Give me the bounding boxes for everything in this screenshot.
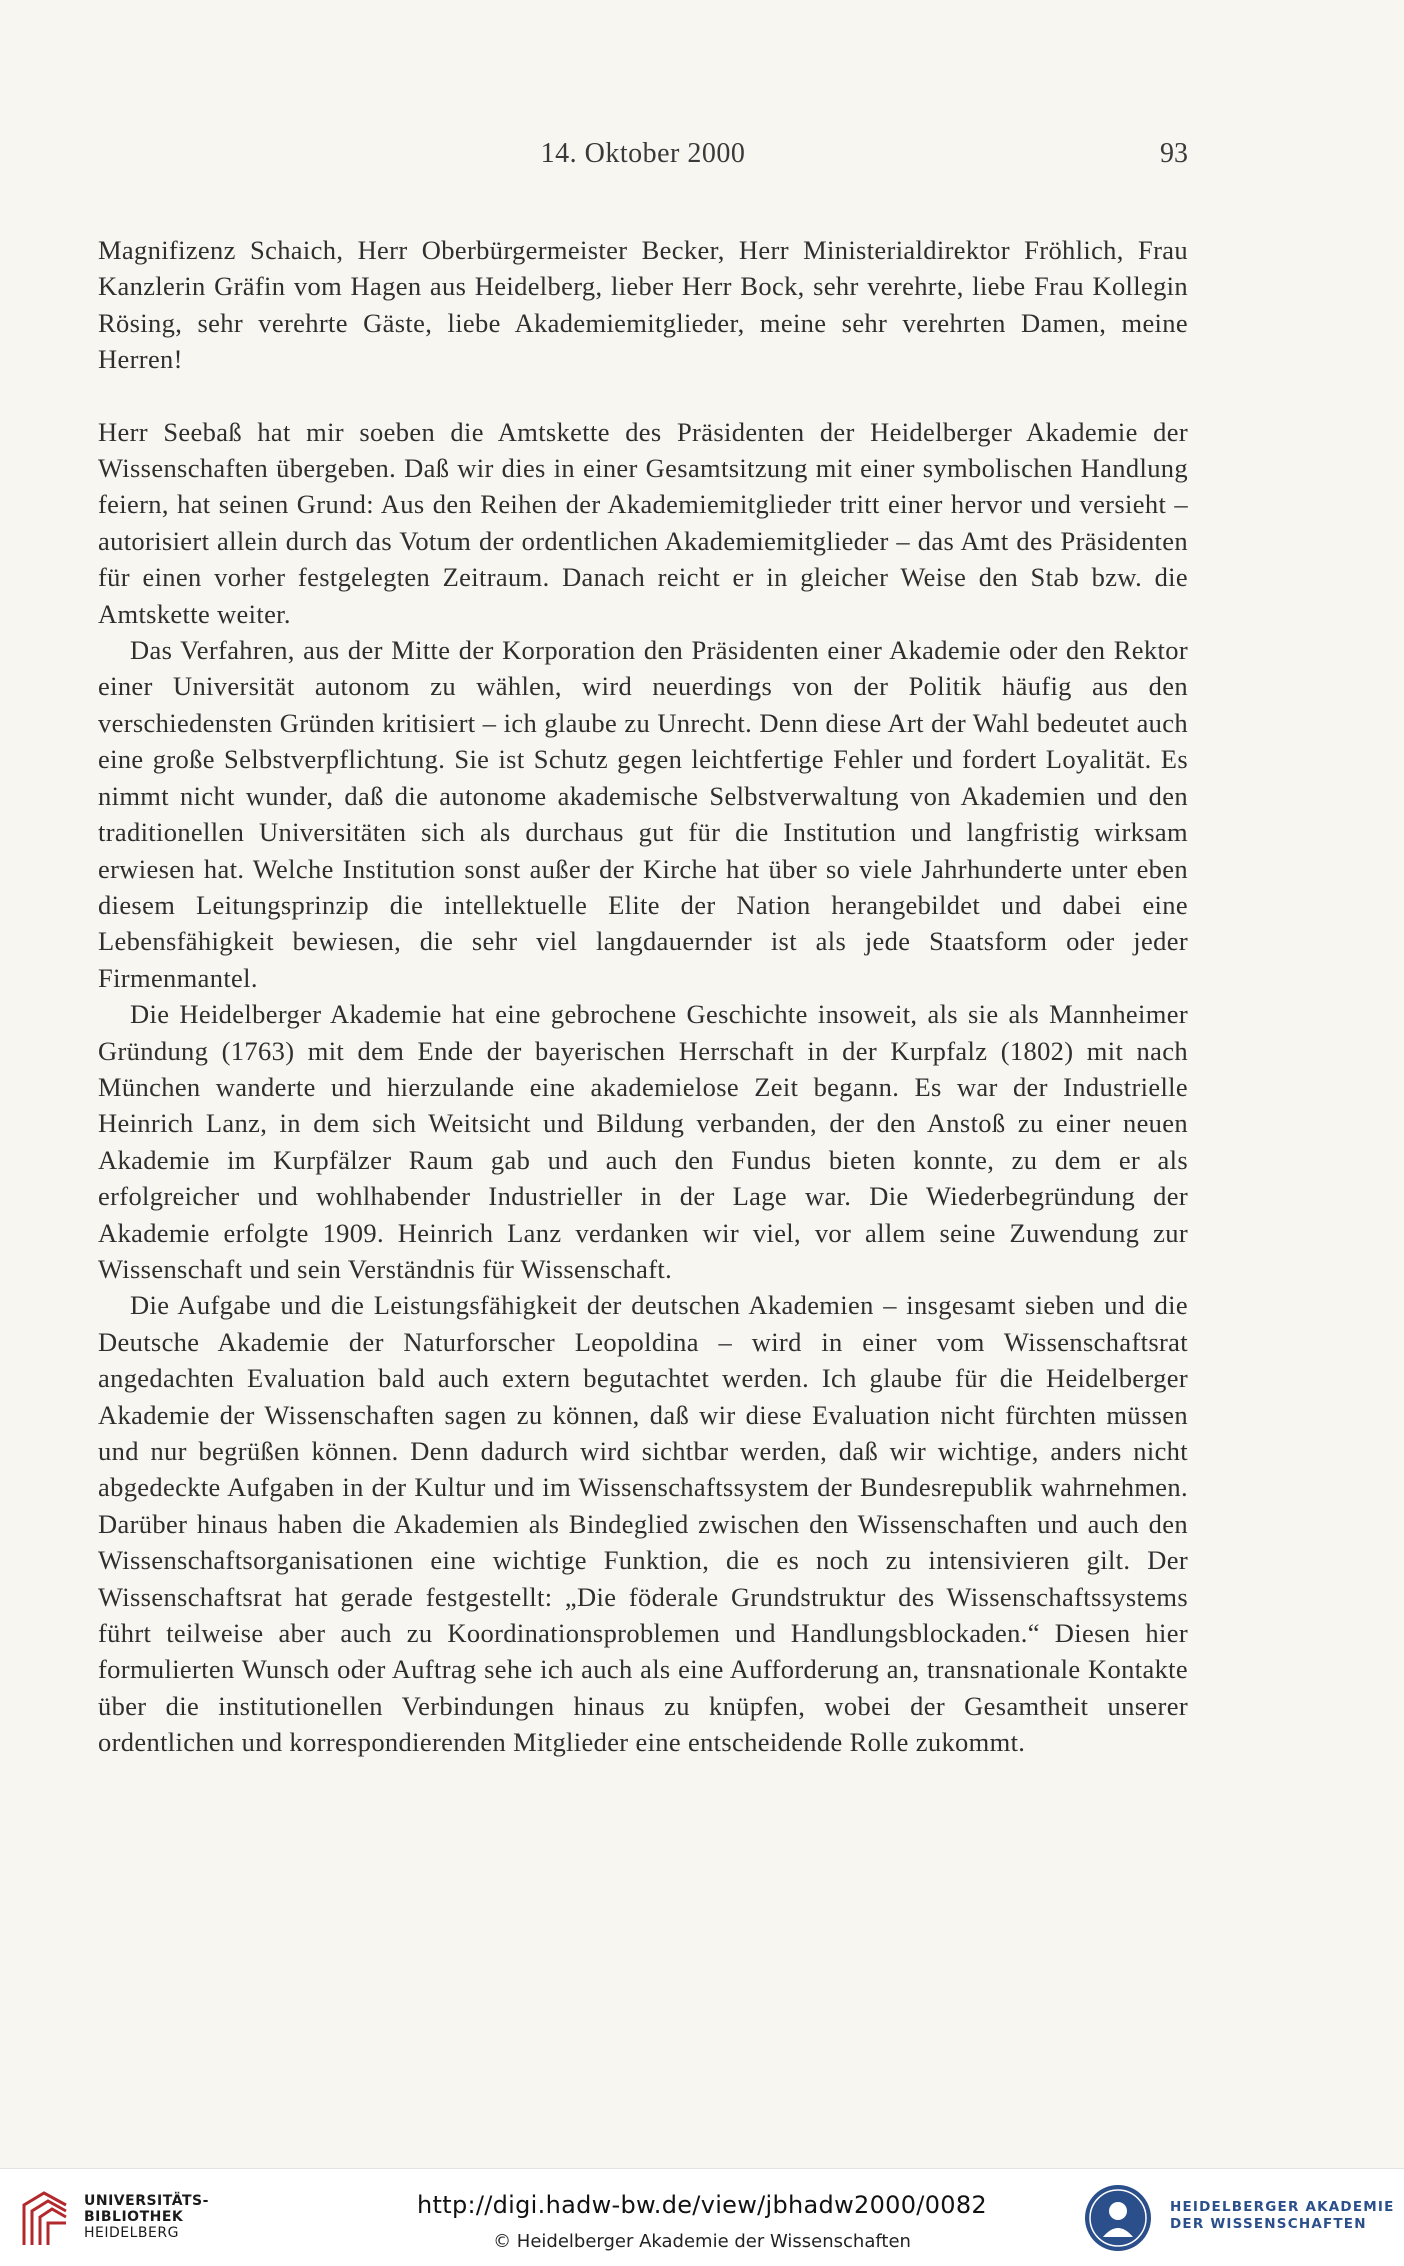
paragraph-salutation: Magnifizenz Schaich, Herr Oberbürgermeister Becker, Herr Ministerialdirektor Fröhlich, Frau Kanzlerin Gräfin vom Hagen aus Heidelberg, lieber Herr Bock, sehr verehrte, liebe Frau Kollegin Rösing, sehr verehrte Gäste, liebe Akademiemitglieder, meine sehr verehrten Damen, meine Herren! xyxy=(98,235,1188,375)
library-name-line: HEIDELBERG xyxy=(84,2225,179,2241)
digitization-footer xyxy=(0,2168,1404,2266)
running-head-date: 14. Oktober 2000 xyxy=(540,138,746,169)
hadw-seal-icon[interactable] xyxy=(1083,2183,1153,2253)
paragraph: Das Verfahren, aus der Mitte der Korporation den Präsidenten einer Akademie oder den Rektor einer Universität autonom zu wählen, wird neuerdings von der Politik häufig aus den verschiedensten Gründen kritisiert – ich glaube zu Unrecht. Denn diese Art der Wahl bedeutet auch eine große Selbstverpflichtung. Sie ist Schutz gegen leichtfertige Fehler und fordert Loyalität. Es nimmt nicht wunder, daß die autonome akademische Selbstverwaltung von Akademien und den traditionellen Universitäten sich als durchaus gut für die Institution und langfristig wirksam erwiesen hat. Welche Institution sonst außer der Kirche hat über so viele Jahrhunderte unter eben diesem Leitungsprinzip die intellektuelle Elite der Nation herangebildet und dabei eine Lebensfähigkeit bewiesen, die sehr viel langdauernder ist als jede Staatsform oder jeder Firmenmantel. xyxy=(98,635,1188,993)
page-number: 93 xyxy=(1160,138,1188,169)
library-name-line: BIBLIOTHEK xyxy=(84,2209,184,2225)
paragraph: Die Heidelberger Akademie hat eine gebrochene Geschichte insoweit, als sie als Mannheimer Gründung (1763) mit dem Ende der bayerischen Herrschaft in der Kurpfalz (1802) mit nach München wanderte und hierzulande eine akademielose Zeit begann. Es war der Industrielle Heinrich Lanz, in dem sich Weitsicht und Bildung verbanden, der den Anstoß zu einer neuen Akademie im Kurpfälzer Raum gab und auch den Fundus bieten konnte, zu dem er als erfolgreicher und wohlhabender Industrieller in der Lage war. Die Wiederbegründung der Akademie erfolgte 1909. Heinrich Lanz verdanken wir viel, vor allem seine Zuwendung zur Wissenschaft und sein Verständnis für Wissenschaft. xyxy=(98,999,1188,1284)
running-head xyxy=(98,138,1188,178)
library-name-line: UNIVERSITÄTS- xyxy=(84,2193,209,2209)
paragraph: Die Aufgabe und die Leistungsfähigkeit der deutschen Akademien – insgesamt sieben und die Deutsche Akademie der Naturforscher Leopoldina – wird in einer vom Wissenschaftsrat angedachten Evaluation bald auch extern begutachtet werden. Ich glaube für die Heidelberger Akademie der Wissenschaften sagen zu können, daß wir diese Evaluation nicht fürchten müssen und nur begrüßen können. Denn dadurch wird sichtbar werden, daß wir wichtige, anders nicht abgedeckte Aufgaben in der Kultur und im Wissenschaftssystem der Bundesrepublik wahrnehmen. Darüber hinaus haben die Akademien als Bindeglied zwischen den Wissenschaften und auch den Wissenschaftsorganisationen eine wichtige Funktion, die es noch zu intensivieren gilt. Der Wissenschaftsrat hat gerade festgestellt: „Die föderale Grundstruktur des Wissenschaftssystems führt teilweise aber auch zu Koordinationsproblemen und Handlungsblockaden.“ Diesen hier formulierten Wunsch oder Auftrag sehe ich auch als eine Aufforderung an, transnationale Kontakte über die institutionellen Verbindungen hinaus zu knüpfen, wobei der Gesamtheit unserer ordentlichen und korrespondierenden Mitglieder eine entscheidende Rolle zukommt. xyxy=(98,1290,1188,1758)
copyright-notice: © Heidelberger Akademie der Wissenschaften xyxy=(493,2231,911,2252)
academy-name-line: DER WISSENSCHAFTEN xyxy=(1170,2216,1367,2232)
academy-name-line: HEIDELBERGER AKADEMIE xyxy=(1170,2199,1395,2215)
paragraph: Herr Seebaß hat mir soeben die Amtskette des Präsidenten der Heidelberger Akademie der Wissenschaften übergeben. Daß wir dies in einer Gesamtsitzung mit einer symbolischen Handlung feiern, hat seinen Grund: Aus den Reihen der Akademiemitglieder tritt einer hervor und versieht – autorisiert allein durch das Votum der ordentlichen Akademiemitglieder – das Amt des Präsidenten für einen vorher festgelegten Zeitraum. Danach reicht er in gleicher Weise den Stab bzw. die Amtskette weiter. xyxy=(98,416,1188,629)
permalink-url[interactable]: http://digi.hadw-bw.de/view/jbhadw2000/0082 xyxy=(417,2191,987,2219)
academy-name[interactable] xyxy=(1170,2199,1395,2233)
body-text xyxy=(98,232,1188,1761)
